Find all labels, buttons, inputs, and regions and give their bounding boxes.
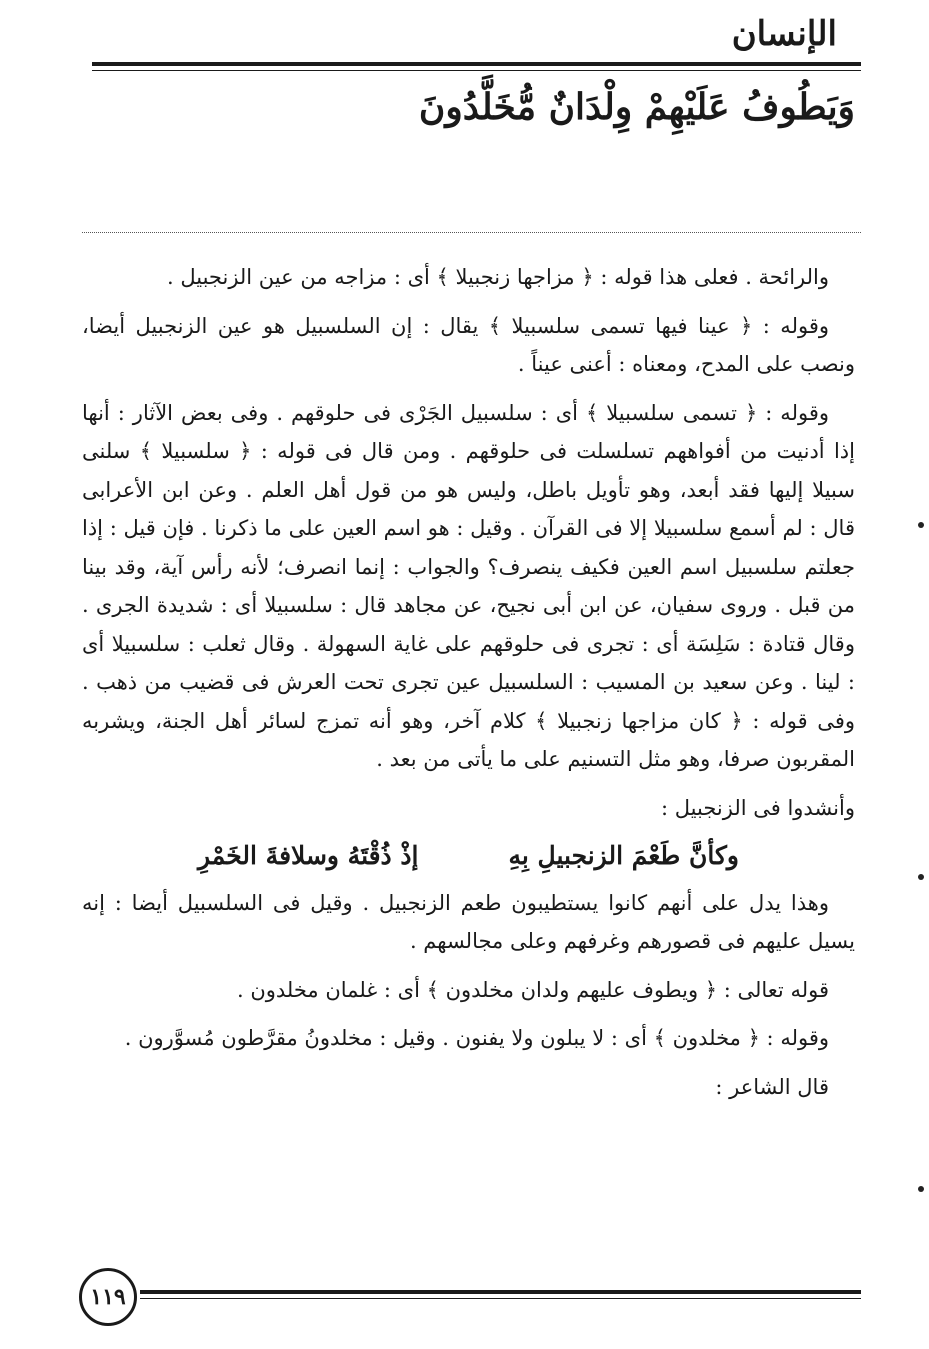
poem-hemistich-first: وكأنَّ طَعْمَ الزنجبيلِ بِهِ	[508, 841, 739, 870]
closing-line: قال الشاعر :	[715, 1074, 829, 1099]
section-divider	[82, 232, 861, 233]
chapter-title: الإنسان	[731, 14, 837, 54]
footer-rule	[140, 1290, 861, 1294]
poem-hemistich-second: إذْ ذُقْتَهُ وسلافةَ الخَمْرِ	[198, 841, 419, 870]
poem-intro: وأنشدوا فى الزنجبيل :	[661, 795, 855, 820]
margin-dot	[918, 1186, 924, 1192]
paragraph-2: وقوله : ﴿ عينا فيها تسمى سلسبيلا ﴾ يقال : إن السلسبيل هو عين الزنجبيل أيضا، ونصب على المدح، ومعناه : أعنى عيناً .	[82, 313, 855, 376]
paragraph-4: وهذا يدل على أنهم كانوا يستطيبون طعم الزنجبيل . وقيل فى السلسبيل أيضا : إنه يسيل عليهم فى قصورهم وغرفهم وعلى مجالسهم .	[82, 890, 855, 953]
margin-dot	[918, 522, 924, 528]
margin-dot	[918, 874, 924, 880]
paragraph-5: قوله تعالى : ﴿ ويطوف عليهم ولدان مخلدون ﴾ أى : غلمان مخلدون .	[236, 977, 829, 1002]
header-rule	[92, 62, 861, 66]
poem-verse	[82, 837, 855, 876]
page-number-badge	[79, 1268, 137, 1326]
paragraph-1: والرائحة . فعلى هذا قوله : ﴿ مزاجها زنجبيلا ﴾ أى : مزاجه من عين الزنجبيل .	[166, 265, 829, 289]
commentary-body	[82, 258, 855, 1116]
footer-rule-thin	[140, 1298, 861, 1299]
paragraph-3: وقوله : ﴿ تسمى سلسبيلا ﴾ أى : سلسبيل الجَرْى فى حلوقهم . وفى بعض الآثار : أنها إذا أدنيت من أفواههم تسلسلت فى حلوقهم . ومن قال فى قوله : ﴿ سلسبيلا ﴾ سلنى سبيلا إليها فقد أبعد، وهو تأويل باطل، وليس هو من قول أهل العلم . وعن ابن الأعرابى قال : لم أسمع سلسبيلا إلا فى القرآن . وقيل : هو اسم العين على ما ذكرنا . فإن قيل : إذا جعلتم سلسبيل اسم العين فكيف ينصرف؟ والجواب : إنما انصرف؛ لأنه رأس آية، وقد بينا من قبل . وروى سفيان، عن ابن أبى نجيح، عن مجاهد قال : سلسبيلا أى : شديدة الجرى . وقال قتادة : سَلِسَة أى : تجرى فى حلوقهم على غاية السهولة . وقال ثعلب : سلسبيلا أى : لينا . وعن سعيد بن المسيب : السلسبيل عين تجرى تحت العرش فى قضيب من ذهب . وفى قوله : ﴿ كان مزاجها زنجبيلا ﴾ كلام آخر، وهو أنه تمزج لسائر أهل الجنة، ويشربه المقربون صرفا، وهو مثل التسنيم على ما يأتى من بعد .	[82, 400, 855, 771]
header-rule-thin	[92, 70, 861, 71]
page-number: ١١٩	[90, 1284, 126, 1310]
paragraph-6: وقوله : ﴿ مخلدون ﴾ أى : لا يبلون ولا يفنون . وقيل : مخلدونُ مقرَّطون مُسوَّرون .	[124, 1026, 829, 1050]
verse-heading: وَيَطُوفُ عَلَيْهِمْ وِلْدَانٌ مُّخَلَّدُونَ	[418, 86, 855, 128]
